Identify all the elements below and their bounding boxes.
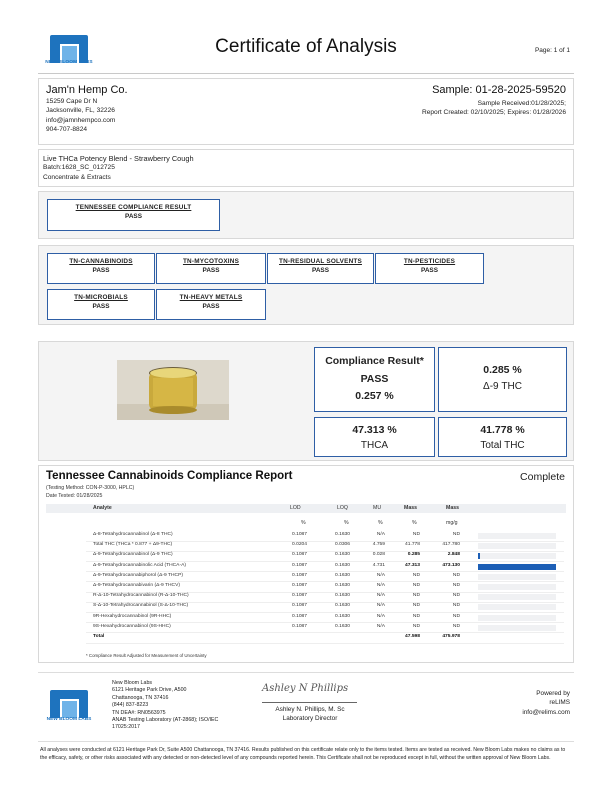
cell-lod: 0.1087 xyxy=(292,552,307,558)
cell-name: Δ-9-Tetrahydrocannabinolic Acid (THCA-A) xyxy=(93,562,186,568)
bar-track xyxy=(478,543,556,549)
test-cannabinoids xyxy=(47,253,155,284)
cell-mu: 0.028 xyxy=(372,552,385,558)
cell-mu: 4.731 xyxy=(372,562,385,568)
footer-divider xyxy=(38,672,574,673)
sample-received: Sample Received:01/28/2025; xyxy=(477,100,566,107)
cell-mg: ND xyxy=(452,603,460,609)
cell-pct: 0.285 xyxy=(407,552,420,558)
test-label: TN-HEAVY METALS xyxy=(179,294,243,301)
client-phone: 904-707-8824 xyxy=(46,125,88,133)
client-address-line1: 15259 Cape Dr N xyxy=(46,98,98,105)
cell-mu: N/A xyxy=(376,593,385,599)
test-mycotoxins xyxy=(156,253,266,284)
row-divider xyxy=(86,643,564,644)
cell-loq: 0.1630 xyxy=(335,613,350,619)
cell-name: 9S-Hexahydrocannabinol (9S-HHC) xyxy=(93,623,171,629)
lab-address1: 6121 Heritage Park Drive, A500 xyxy=(112,687,187,694)
lab-address2: Chattanooga, TN 37416 xyxy=(112,694,169,701)
bar-track xyxy=(478,584,556,590)
product-name: Live THCa Potency Blend - Strawberry Cough xyxy=(43,154,194,163)
lab-name: New Bloom Labs xyxy=(112,680,153,686)
cell-mg: 2.848 xyxy=(447,552,460,558)
cell-lod: 0.1087 xyxy=(292,562,307,568)
test-heavy-metals xyxy=(156,289,266,320)
test-microbials xyxy=(47,289,155,320)
col-mass-pct: Mass xyxy=(404,505,417,511)
cell-name: Δ-9-Tetrahydrocannabivarin (Δ-9 THCV) xyxy=(93,583,180,588)
cell-mu: N/A xyxy=(376,572,385,578)
cell-mu: N/A xyxy=(376,532,385,537)
test-pesticides xyxy=(375,253,484,284)
cell-pct: ND xyxy=(412,593,420,599)
cell-lod: 0.1087 xyxy=(292,623,307,629)
cell-pct: ND xyxy=(412,572,420,578)
cell-mu: N/A xyxy=(376,613,385,619)
cell-lod: 0.1087 xyxy=(292,613,307,619)
header-divider xyxy=(38,73,574,74)
compliance-result-card xyxy=(314,347,435,412)
cell-mg: ND xyxy=(452,583,460,588)
footer-divider-2 xyxy=(38,741,574,742)
footer-logo-text: NEW BLOOM LABS xyxy=(46,717,92,722)
bar-fill xyxy=(478,553,480,559)
lab-anab: ANAB Testing Laboratory (AT-2868); ISO/IEC xyxy=(112,717,219,724)
thca-value: 47.313 % xyxy=(352,424,397,436)
cell-loq: 0.0306 xyxy=(335,542,350,548)
client-name: Jam'n Hemp Co. xyxy=(46,84,128,96)
cell-pct: 47.598 xyxy=(405,634,420,639)
page-number: Page: 1 of 1 xyxy=(534,47,570,54)
col-mass-mg: Mass xyxy=(446,505,459,511)
unit-mass-pct: % xyxy=(412,520,417,526)
d9-thc-label: Δ-9 THC xyxy=(483,381,522,392)
cell-pct: ND xyxy=(412,613,420,619)
test-value: PASS xyxy=(312,267,329,274)
d9-thc-card xyxy=(438,347,567,412)
tennessee-compliance-result xyxy=(47,199,220,231)
client-address-line2: Jacksonville, FL, 32226 xyxy=(46,107,115,115)
test-value: PASS xyxy=(92,267,110,274)
row-divider xyxy=(86,632,564,633)
unit-mu: % xyxy=(378,520,383,526)
cell-mg: ND xyxy=(452,623,460,629)
bar-fill xyxy=(478,564,556,570)
cell-name: S-Δ-10-Tetrahydrocannabinol (S-Δ-10-THC) xyxy=(93,603,189,609)
sample-dates xyxy=(422,99,566,118)
report-title: Tennessee Cannabinoids Compliance Report xyxy=(46,470,293,482)
logo-text: NEW BLOOM LABS xyxy=(45,60,93,65)
product-batch: Batch:1628_SC_012725 xyxy=(43,164,115,172)
cell-lod: 0.1087 xyxy=(292,583,307,588)
test-label: TN-PESTICIDES xyxy=(403,258,456,265)
test-label: TN-RESIDUAL SOLVENTS xyxy=(279,258,362,265)
table-footnote: * Compliance Result Adjusted for Measurement of Uncertainty xyxy=(86,653,207,658)
bar-track xyxy=(478,574,556,580)
cell-mg: 417.780 xyxy=(442,542,460,548)
director-signature: Ashley N Phillips xyxy=(262,683,349,694)
cell-name: 9R-Hexahydrocannabinol (9R-HHC) xyxy=(93,613,172,619)
total-thc-label: Total THC xyxy=(480,440,525,451)
cell-pct: 41.778 xyxy=(405,542,420,548)
col-mu: MU xyxy=(373,505,382,511)
bar-track xyxy=(478,553,556,559)
cell-mg: ND xyxy=(452,532,460,537)
cell-mg: ND xyxy=(452,572,460,578)
unit-lod: % xyxy=(301,520,306,526)
bar-track xyxy=(478,604,556,610)
powered-by: Powered by xyxy=(536,690,570,697)
test-label: TN-MICROBIALS xyxy=(74,294,128,301)
col-loq: LOQ xyxy=(337,505,348,511)
bar-track xyxy=(478,533,556,539)
cell-lod: 0.1087 xyxy=(292,572,307,578)
cell-loq: 0.1630 xyxy=(335,603,350,609)
compliance-result-title: Compliance Result* xyxy=(325,355,424,367)
d9-thc-value: 0.285 % xyxy=(483,364,522,376)
cell-lod: 0.1087 xyxy=(292,532,307,537)
compliance-main-label: TENNESSEE COMPLIANCE RESULT xyxy=(75,204,192,211)
signature-line xyxy=(262,702,357,703)
cell-mu: N/A xyxy=(376,623,385,629)
col-analyte: Analyte xyxy=(93,505,112,511)
test-value: PASS xyxy=(202,303,220,310)
cell-mu: N/A xyxy=(376,583,385,588)
cell-pct: 47.313 xyxy=(405,562,420,568)
cell-lod: 0.1087 xyxy=(292,593,307,599)
test-label: TN-CANNABINOIDS xyxy=(69,258,133,265)
powered-name: reLIMS xyxy=(549,699,570,707)
report-status: Complete xyxy=(520,471,565,483)
powered-block xyxy=(522,689,570,717)
cell-lod: 0.0204 xyxy=(292,542,307,548)
director-name: Ashley N. Phillips, M. Sc xyxy=(275,706,345,713)
total-thc-value: 41.778 % xyxy=(480,424,525,436)
page-title: Certificate of Analysis xyxy=(215,36,397,57)
cell-mg: ND xyxy=(452,613,460,619)
cell-name: Total xyxy=(93,634,105,639)
compliance-main-value: PASS xyxy=(125,213,142,220)
report-date: Date Tested: 01/28/2025 xyxy=(46,493,103,499)
cell-pct: ND xyxy=(412,532,420,537)
cell-loq: 0.1630 xyxy=(335,583,350,588)
col-lod: LOD xyxy=(290,505,301,511)
disclaimer: All analyses were conducted at 6121 Heritage Park Dr, Suite A500 Chattanooga, TN 37416. Results published on this certificate relate only to the items tested. Items are tested as received. New Bloom Labs makes no claims as to the efficacy, safety, or other risks associated with any detected or non-detected level of any compounds reported herein. This Certificate shall not be reproduced except in full, without the written approval of New Bloom Labs. xyxy=(40,747,566,761)
report-method: (Testing Method: CON-P-3000, HPLC) xyxy=(46,485,135,491)
cell-loq: 0.1630 xyxy=(335,572,350,578)
lab-iso: 17025:2017 xyxy=(112,724,140,731)
test-value: PASS xyxy=(202,267,220,274)
footer-logo-icon xyxy=(48,688,90,720)
test-residual-solvents xyxy=(267,253,374,284)
bar-track xyxy=(478,625,556,631)
cell-mg: 475.978 xyxy=(442,634,460,639)
cell-loq: 0.1630 xyxy=(335,623,350,629)
lab-dea: TN DEA#: RN0563975 xyxy=(112,709,166,716)
unit-loq: % xyxy=(344,520,349,526)
client-email: info@jamnhempco.com xyxy=(46,116,116,124)
cell-name: Total THC (THCa * 0.877 + Δ9-THC) xyxy=(93,542,173,548)
compliance-result-value: 0.257 % xyxy=(355,390,394,402)
client-address xyxy=(46,97,115,134)
powered-email: info@relims.com xyxy=(522,708,570,716)
bar-track xyxy=(478,615,556,621)
cell-mg: 473.130 xyxy=(442,562,460,568)
product-category: Concentrate & Extracts xyxy=(43,173,111,181)
cell-loq: 0.1630 xyxy=(335,532,350,537)
cell-mg: ND xyxy=(452,593,460,599)
cell-name: Δ-9-Tetrahydrocannabiphorol (Δ-9 THCP) xyxy=(93,572,183,578)
cell-mu: 4.759 xyxy=(372,542,385,548)
compliance-result-status: PASS xyxy=(360,373,389,385)
cell-pct: ND xyxy=(412,583,420,588)
lab-phone: (844) 837-8223 xyxy=(112,702,149,709)
unit-mass-mg: mg/g xyxy=(446,520,458,526)
cell-name: R-Δ-10-Tetrahydrocannabinol (R-Δ-10-THC) xyxy=(93,593,189,599)
test-value: PASS xyxy=(421,267,438,274)
test-value: PASS xyxy=(92,303,110,310)
report-created: Report Created: 02/10/2025; Expires: 01/28/2026 xyxy=(421,109,566,117)
cell-pct: ND xyxy=(412,603,420,609)
bar-track xyxy=(478,594,556,600)
sample-photo xyxy=(117,360,229,420)
table-header-bg xyxy=(46,504,566,513)
thca-card xyxy=(314,417,435,457)
director-title: Laboratory Director xyxy=(282,715,338,722)
cell-loq: 0.1630 xyxy=(335,552,350,558)
test-label: TN-MYCOTOXINS xyxy=(182,258,240,265)
cell-loq: 0.1630 xyxy=(335,593,350,599)
total-thc-card xyxy=(438,417,567,457)
director-block xyxy=(250,705,370,723)
cell-loq: 0.1630 xyxy=(335,562,350,568)
cell-mu: N/A xyxy=(376,603,385,609)
sample-id: Sample: 01-28-2025-59520 xyxy=(432,84,566,96)
cell-lod: 0.1087 xyxy=(292,603,307,609)
lab-info xyxy=(112,680,218,732)
cell-pct: ND xyxy=(412,623,420,629)
cell-name: Δ-8-Tetrahydrocannabinol (Δ-8 THC) xyxy=(93,532,173,537)
cell-name: Δ-9-Tetrahydrocannabinol (Δ-9 THC) xyxy=(93,552,173,558)
product-info xyxy=(43,154,194,182)
thca-label: THCA xyxy=(360,440,389,451)
